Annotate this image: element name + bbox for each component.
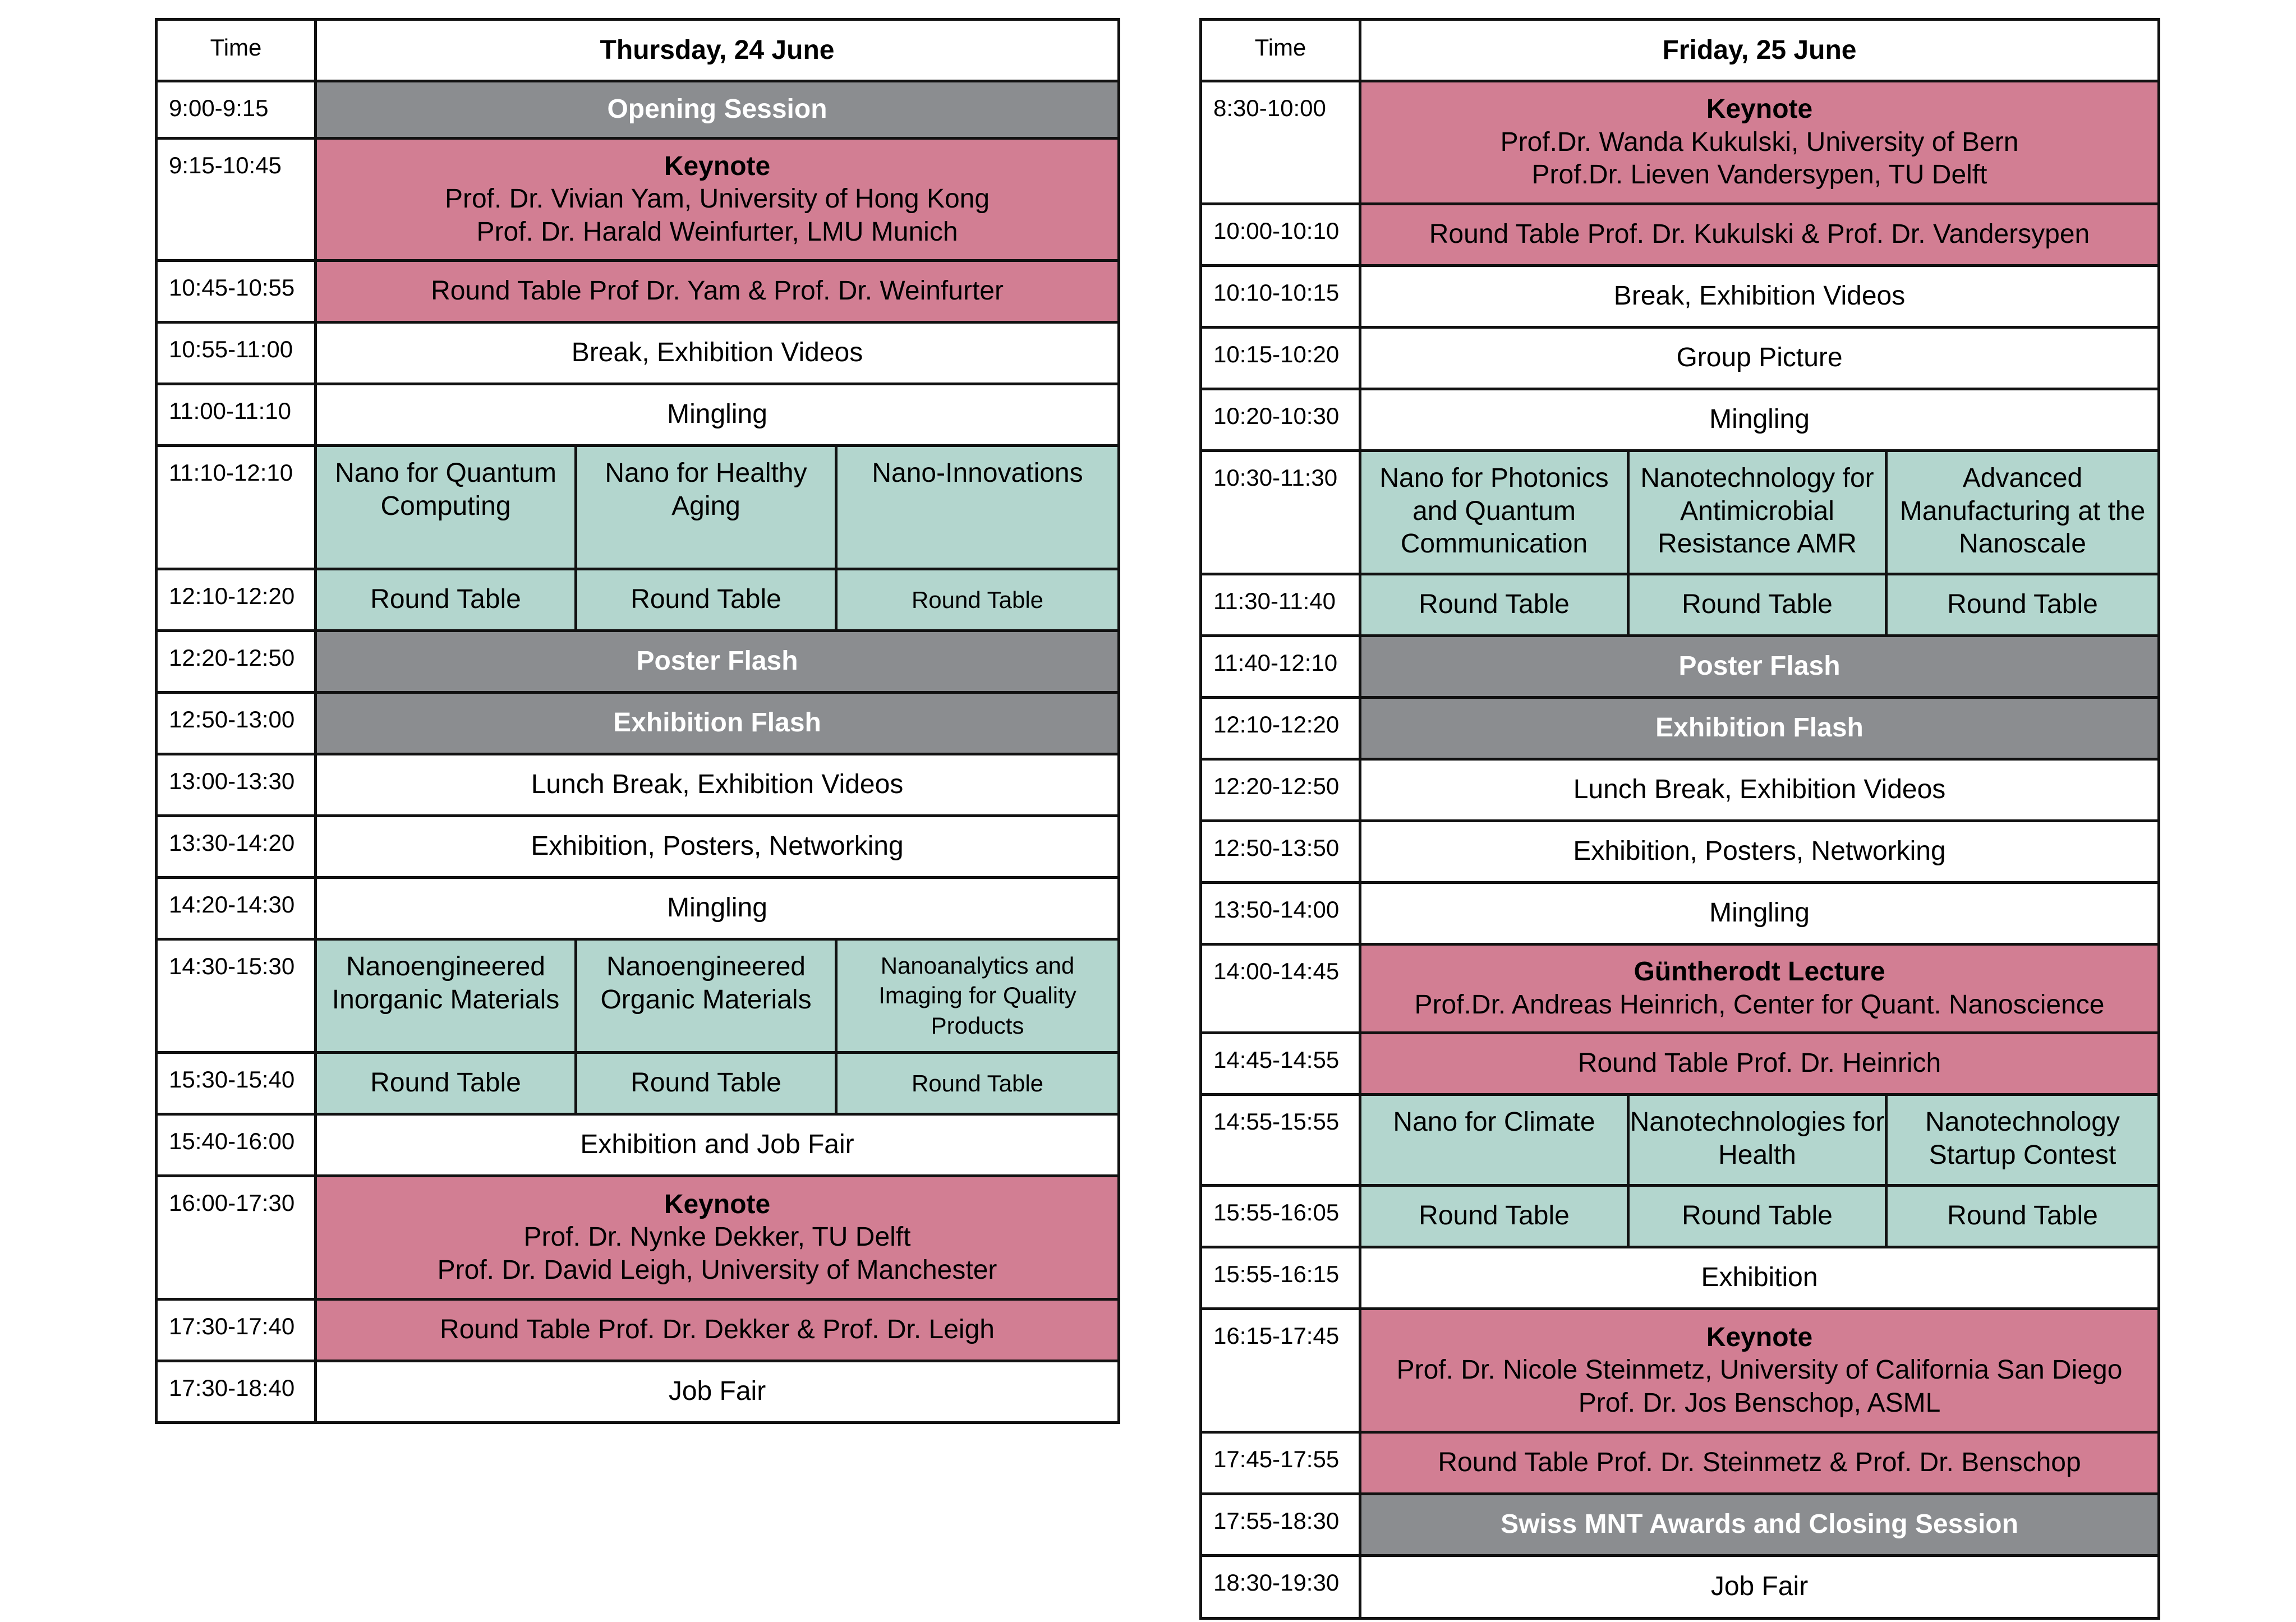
time-cell: 9:15-10:45 [157, 139, 316, 261]
time-cell: 15:55-16:15 [1201, 1247, 1360, 1309]
event-cell: Lunch Break, Exhibition Videos [316, 754, 1119, 816]
schedule-row [1201, 1186, 2159, 1247]
time-cell: 11:30-11:40 [1201, 574, 1360, 636]
keynote-title: Keynote [664, 151, 771, 181]
time-cell: 14:20-14:30 [157, 878, 316, 939]
time-cell: 17:30-18:40 [157, 1361, 316, 1423]
schedule-row [1201, 451, 2159, 574]
speaker-line: Prof.Dr. Lieven Vandersypen, TU Delft [1531, 160, 1987, 190]
time-column-header: Time [1201, 20, 1360, 81]
schedule-row [1201, 1432, 2159, 1494]
round-table-cell: Round Table [1360, 574, 1628, 636]
track-cell: Nano for Climate [1360, 1095, 1628, 1186]
track-cell: Nanoengineered Inorganic Materials [316, 939, 576, 1053]
event-cell: Mingling [316, 384, 1119, 446]
schedule-row [1201, 204, 2159, 266]
keynote-cell [1360, 1309, 2159, 1432]
time-cell: 8:30-10:00 [1201, 81, 1360, 204]
track-cell: Nanotechnology for Antimicrobial Resistance AMR [1628, 451, 1887, 574]
round-table-cell: Round Table [576, 1053, 836, 1114]
time-cell: 12:10-12:20 [157, 569, 316, 631]
round-table-cell: Round Table [316, 1053, 576, 1114]
time-cell: 17:55-18:30 [1201, 1494, 1360, 1556]
round-table-cell: Round Table [1628, 1186, 1887, 1247]
time-cell: 10:30-11:30 [1201, 451, 1360, 574]
event-cell: Job Fair [316, 1361, 1119, 1423]
session-cell: Exhibition Flash [316, 693, 1119, 754]
time-cell: 16:00-17:30 [157, 1176, 316, 1300]
round-table-cell: Round Table [1628, 574, 1887, 636]
schedule-row [1201, 574, 2159, 636]
time-cell: 13:30-14:20 [157, 816, 316, 878]
schedule-row [157, 754, 1119, 816]
keynote-cell [316, 1176, 1119, 1300]
track-cell: Nanotechnology Startup Contest [1887, 1095, 2159, 1186]
schedule-row [157, 1053, 1119, 1114]
schedule-row [1201, 328, 2159, 389]
event-cell: Exhibition and Job Fair [316, 1114, 1119, 1176]
time-column-header: Time [157, 20, 316, 81]
track-cell: Nanoengineered Organic Materials [576, 939, 836, 1053]
schedule-row [1201, 821, 2159, 883]
track-cell: Nano-Innovations [836, 446, 1119, 569]
time-cell: 13:00-13:30 [157, 754, 316, 816]
schedule-row [157, 1114, 1119, 1176]
session-cell: Exhibition Flash [1360, 698, 2159, 759]
time-cell: 14:30-15:30 [157, 939, 316, 1053]
time-cell: 10:45-10:55 [157, 261, 316, 322]
track-cell: Advanced Manufacturing at the Nanoscale [1887, 451, 2159, 574]
speaker-line: Prof. Dr. David Leigh, University of Manchester [437, 1255, 997, 1285]
time-cell: 10:55-11:00 [157, 322, 316, 384]
keynote-cell [316, 139, 1119, 261]
round-table-cell: Round Table [836, 569, 1119, 631]
schedule-row [1201, 1095, 2159, 1186]
schedule-row [1201, 1494, 2159, 1556]
table-header-row [1201, 20, 2159, 81]
speaker-line: Prof. Dr. Jos Benschop, ASML [1578, 1388, 1941, 1418]
time-cell: 11:10-12:10 [157, 446, 316, 569]
schedule-row [1201, 1309, 2159, 1432]
speaker-line: Prof.Dr. Andreas Heinrich, Center for Quant. Nanoscience [1414, 989, 2105, 1020]
schedule-row [157, 1176, 1119, 1300]
event-cell: Exhibition, Posters, Networking [316, 816, 1119, 878]
track-cell: Nanoanalytics and Imaging for Quality Products [836, 939, 1119, 1053]
event-cell: Job Fair [1360, 1556, 2159, 1619]
round-table-cell: Round Table [316, 569, 576, 631]
time-cell: 12:20-12:50 [157, 631, 316, 693]
track-cell: Nanotechnologies for Health [1628, 1095, 1887, 1186]
speaker-line: Prof. Dr. Harald Weinfurter, LMU Munich [476, 216, 958, 247]
time-cell: 10:15-10:20 [1201, 328, 1360, 389]
schedule-row [157, 384, 1119, 446]
schedule-row [157, 569, 1119, 631]
schedule-row [1201, 759, 2159, 821]
lecture-title: Güntherodt Lecture [1634, 956, 1885, 987]
time-cell: 15:30-15:40 [157, 1053, 316, 1114]
round-table-cell: Round Table Prof. Dr. Kukulski & Prof. Dr. Vandersypen [1360, 204, 2159, 266]
time-cell: 17:30-17:40 [157, 1300, 316, 1361]
schedule-row [157, 1361, 1119, 1423]
keynote-cell [1360, 81, 2159, 204]
time-cell: 10:00-10:10 [1201, 204, 1360, 266]
schedule-row [157, 878, 1119, 939]
track-cell: Nano for Quantum Computing [316, 446, 576, 569]
day-header: Friday, 25 June [1360, 20, 2159, 81]
speaker-line: Prof. Dr. Nynke Dekker, TU Delft [523, 1222, 911, 1252]
keynote-title: Keynote [1706, 1322, 1813, 1352]
time-cell: 12:10-12:20 [1201, 698, 1360, 759]
time-cell: 15:55-16:05 [1201, 1186, 1360, 1247]
schedule-row [157, 816, 1119, 878]
round-table-cell: Round Table [1887, 1186, 2159, 1247]
schedule-row [1201, 944, 2159, 1033]
schedule-row [1201, 883, 2159, 944]
time-cell: 14:45-14:55 [1201, 1033, 1360, 1095]
event-cell: Break, Exhibition Videos [316, 322, 1119, 384]
schedule-row [1201, 698, 2159, 759]
schedule-row [1201, 266, 2159, 328]
event-cell: Group Picture [1360, 328, 2159, 389]
time-cell: 18:30-19:30 [1201, 1556, 1360, 1619]
time-cell: 13:50-14:00 [1201, 883, 1360, 944]
schedule-row [1201, 81, 2159, 204]
event-cell: Mingling [316, 878, 1119, 939]
event-cell: Exhibition [1360, 1247, 2159, 1309]
round-table-cell: Round Table Prof. Dr. Steinmetz & Prof. Dr. Benschop [1360, 1432, 2159, 1494]
round-table-cell: Round Table Prof. Dr. Dekker & Prof. Dr. Leigh [316, 1300, 1119, 1361]
thursday-schedule-table [155, 18, 1120, 1424]
track-cell: Nano for Healthy Aging [576, 446, 836, 569]
time-cell: 9:00-9:15 [157, 81, 316, 139]
event-cell: Lunch Break, Exhibition Videos [1360, 759, 2159, 821]
session-cell: Poster Flash [316, 631, 1119, 693]
speaker-line: Prof. Dr. Vivian Yam, University of Hong Kong [444, 184, 990, 214]
track-cell: Nano for Photonics and Quantum Communication [1360, 451, 1628, 574]
time-cell: 14:55-15:55 [1201, 1095, 1360, 1186]
schedule-row [157, 939, 1119, 1053]
event-cell: Mingling [1360, 389, 2159, 451]
time-cell: 12:50-13:00 [157, 693, 316, 754]
round-table-cell: Round Table Prof. Dr. Heinrich [1360, 1033, 2159, 1095]
schedule-row [157, 1300, 1119, 1361]
event-cell: Exhibition, Posters, Networking [1360, 821, 2159, 883]
event-cell: Break, Exhibition Videos [1360, 266, 2159, 328]
schedule-row [1201, 1033, 2159, 1095]
speaker-line: Prof.Dr. Wanda Kukulski, University of Bern [1500, 127, 2019, 157]
time-cell: 11:40-12:10 [1201, 636, 1360, 698]
event-cell: Mingling [1360, 883, 2159, 944]
schedule-row [1201, 1556, 2159, 1619]
schedule-row [1201, 1247, 2159, 1309]
schedule-row [157, 631, 1119, 693]
schedule-row [157, 81, 1119, 139]
schedule-row [157, 139, 1119, 261]
round-table-cell: Round Table [576, 569, 836, 631]
keynote-title: Keynote [1706, 94, 1813, 125]
keynote-title: Keynote [664, 1189, 771, 1219]
table-header-row [157, 20, 1119, 81]
schedule-row [157, 693, 1119, 754]
time-cell: 12:50-13:50 [1201, 821, 1360, 883]
schedule-row [1201, 636, 2159, 698]
round-table-cell: Round Table [1887, 574, 2159, 636]
time-cell: 17:45-17:55 [1201, 1432, 1360, 1494]
schedule-row [157, 446, 1119, 569]
schedule-row [157, 261, 1119, 322]
session-cell: Opening Session [316, 81, 1119, 139]
day-header: Thursday, 24 June [316, 20, 1119, 81]
round-table-cell: Round Table Prof Dr. Yam & Prof. Dr. Weinfurter [316, 261, 1119, 322]
time-cell: 14:00-14:45 [1201, 944, 1360, 1033]
schedule-row [1201, 389, 2159, 451]
round-table-cell: Round Table [836, 1053, 1119, 1114]
session-cell: Poster Flash [1360, 636, 2159, 698]
round-table-cell: Round Table [1360, 1186, 1628, 1247]
speaker-line: Prof. Dr. Nicole Steinmetz, University of California San Diego [1396, 1355, 2123, 1385]
lecture-cell [1360, 944, 2159, 1033]
time-cell: 12:20-12:50 [1201, 759, 1360, 821]
time-cell: 10:10-10:15 [1201, 266, 1360, 328]
schedule-row [157, 322, 1119, 384]
friday-schedule-table [1199, 18, 2160, 1620]
time-cell: 15:40-16:00 [157, 1114, 316, 1176]
time-cell: 10:20-10:30 [1201, 389, 1360, 451]
session-cell: Swiss MNT Awards and Closing Session [1360, 1494, 2159, 1556]
time-cell: 11:00-11:10 [157, 384, 316, 446]
time-cell: 16:15-17:45 [1201, 1309, 1360, 1432]
